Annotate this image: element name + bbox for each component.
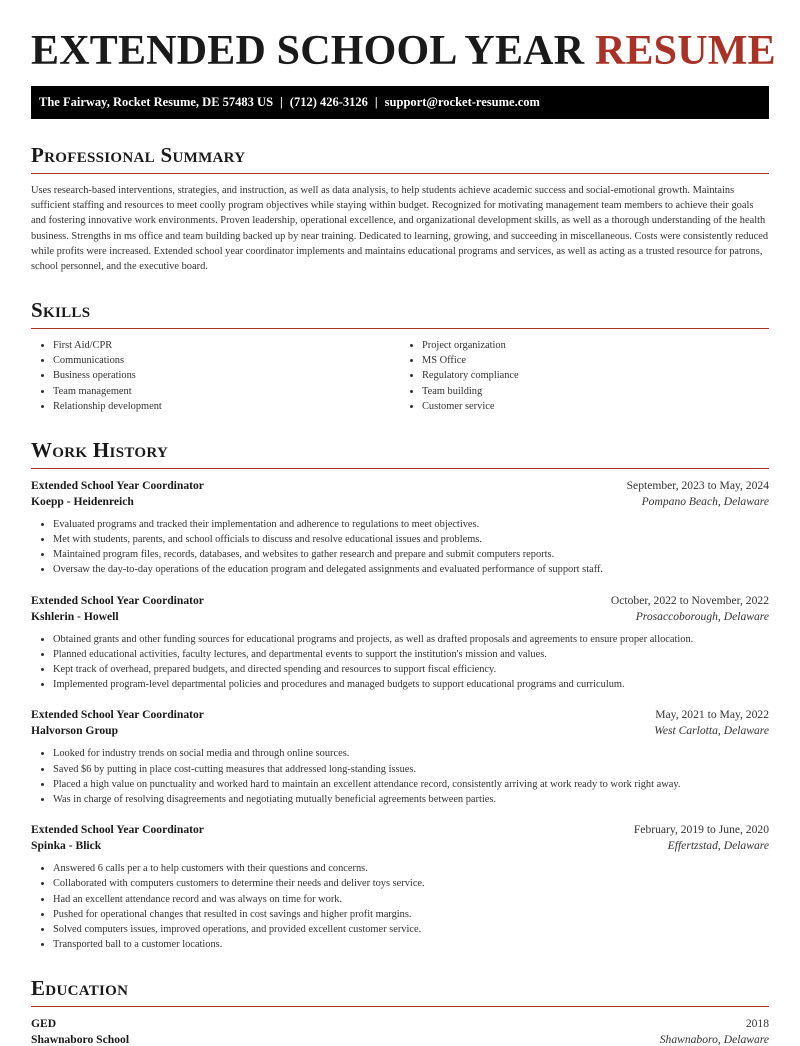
section-title-summary: Professional Summary — [31, 143, 246, 167]
job-bullet: • Pushed for operational changes that resulted in cost savings and higher profit margins. — [53, 907, 769, 922]
job-entry — [31, 708, 769, 807]
job-bullet: • Answered 6 calls per a to help customers with their questions and concerns. — [53, 861, 769, 876]
education-entry — [31, 1017, 769, 1046]
job-bullet: • Placed a high value on punctuality and worked hard to maintain an excellent attendance record, consistently arriving at work ready to work right away. — [53, 777, 769, 792]
job-bullet: • Planned educational activities, faculty lectures, and departmental events to support the institution's mission and values. — [53, 647, 769, 662]
section-title-education: Education — [31, 976, 129, 1001]
contact-separator: | — [374, 95, 378, 109]
job-company: Kshlerin - Howell — [31, 609, 119, 623]
education-year: 2018 — [745, 1017, 769, 1031]
skills-list — [31, 338, 769, 413]
job-bullet: • Obtained grants and other funding sources for educational programs and projects, as well as drafted proposals and agreements to ensure proper allocation. — [53, 632, 769, 647]
section-divider — [31, 468, 769, 469]
skill-item: • Team building — [422, 384, 769, 399]
job-bullet: • Collaborated with computers customers to determine their needs and deliver toys service. — [53, 876, 769, 891]
resume-title — [31, 0, 776, 86]
section-title-work-history: Work History — [31, 437, 169, 462]
job-bullet: • Solved computers issues, improved operations, and provided excellent customer service. — [53, 922, 769, 937]
job-title: Extended School Year Coordinator — [31, 593, 204, 607]
job-bullet: • Oversaw the day-to-day operations of the education program and delegated assignments and evaluated performance of support staff. — [53, 562, 769, 577]
education-location: Shawnaboro, Delaware — [659, 1033, 769, 1046]
job-dates: September, 2023 to May, 2024 — [626, 478, 769, 492]
job-location: Pompano Beach, Delaware — [641, 494, 769, 508]
summary-text: Uses research-based interventions, strategies, and instruction, as well as data analysis, to help students achieve academic success and social-emotional growth. Maintains sufficient staffing and resources to meet coolly program objectives while staying within budget. Recognized for motivating management team members to achieve their goals and fostering innovative work environments. Proven leadership, operational excellence, and organizational development skills, as well as a thorough understanding of the health business. Strengths in ms office and team building backed up by near training. Dedicated to learning, growing, and succeeding in miscellaneous. Costs were consistently reduced while profits were increased. Extended school year coordinator implements and maintains educational programs and services, as well as acting as a trusted resource for patrons, school personnel, and the executive board. — [31, 185, 769, 273]
job-company: Spinka - Blick — [31, 839, 102, 853]
job-bullet: • Transported ball to a customer locations. — [53, 937, 769, 952]
job-bullet: • Met with students, parents, and school officials to discuss and resolve educational issues and problems. — [53, 532, 769, 547]
section-divider — [31, 1006, 769, 1007]
job-bullets — [31, 632, 769, 693]
job-entry — [31, 823, 769, 952]
job-title: Extended School Year Coordinator — [31, 708, 204, 722]
job-bullets — [31, 517, 769, 578]
section-divider — [31, 173, 769, 174]
skill-item: • Regulatory compliance — [422, 368, 769, 383]
job-bullet: • Maintained program files, records, databases, and websites to gather research and prepare and submit computers reports. — [53, 547, 769, 562]
skill-item: • Project organization — [422, 338, 769, 353]
job-bullet: • Kept track of overhead, prepared budgets, and directed spending and resources to support fiscal efficiency. — [53, 662, 769, 677]
skill-item: • Business operations — [53, 368, 400, 383]
skill-item: • Relationship development — [53, 399, 400, 414]
skills-column-left — [31, 338, 400, 413]
skill-item: • Customer service — [422, 399, 769, 414]
skill-item: • Communications — [53, 353, 400, 368]
contact-bar — [31, 86, 769, 119]
resume-title-main: EXTENDED SCHOOL YEAR — [31, 28, 585, 74]
job-dates: May, 2021 to May, 2022 — [655, 708, 769, 722]
job-bullet: • Saved $6 by putting in place cost-cutting measures that addressed long-standing issues. — [53, 762, 769, 777]
job-bullets — [31, 746, 769, 807]
job-company: Koepp - Heidenreich — [31, 494, 134, 508]
job-location: Prosaccoborough, Delaware — [635, 609, 769, 623]
job-bullet: • Looked for industry trends on social media and through online sources. — [53, 746, 769, 761]
job-title: Extended School Year Coordinator — [31, 478, 204, 492]
skill-item: • Team management — [53, 384, 400, 399]
job-entry — [31, 594, 769, 693]
skill-item: • MS Office — [422, 353, 769, 368]
education-degree: GED — [31, 1017, 57, 1031]
job-location: West Carlotta, Delaware — [654, 724, 769, 738]
contact-phone: (712) 426-3126 — [289, 95, 368, 109]
contact-separator: | — [280, 95, 283, 109]
job-dates: February, 2019 to June, 2020 — [633, 823, 769, 837]
contact-address: The Fairway, Rocket Resume, DE 57483 US — [39, 95, 274, 109]
section-title-skills: Skills — [31, 298, 91, 323]
job-bullet: • Implemented program-level departmental policies and procedures and managed budgets to support educational programs and curriculum. — [53, 677, 769, 692]
skill-item: • First Aid/CPR — [53, 338, 400, 353]
job-company: Halvorson Group — [31, 724, 119, 738]
job-location: Effertzstad, Delaware — [667, 839, 769, 853]
contact-email[interactable]: support@rocket-resume.com — [384, 95, 540, 109]
job-bullet: • Evaluated programs and tracked their implementation and adherence to regulations to meet objectives. — [53, 517, 769, 532]
job-bullet: • Had an excellent attendance record and was always on time for work. — [53, 892, 769, 907]
education-school: Shawnaboro School — [31, 1033, 130, 1046]
job-dates: October, 2022 to November, 2022 — [610, 593, 769, 607]
skills-column-right — [400, 338, 769, 413]
job-bullets — [31, 861, 769, 952]
section-divider — [31, 328, 769, 329]
job-bullet: • Was in charge of resolving disagreements and negotiating mutually beneficial agreements between parties. — [53, 792, 769, 807]
job-entry — [31, 479, 769, 578]
job-title: Extended School Year Coordinator — [31, 823, 204, 837]
resume-title-accent: RESUME — [594, 28, 776, 74]
